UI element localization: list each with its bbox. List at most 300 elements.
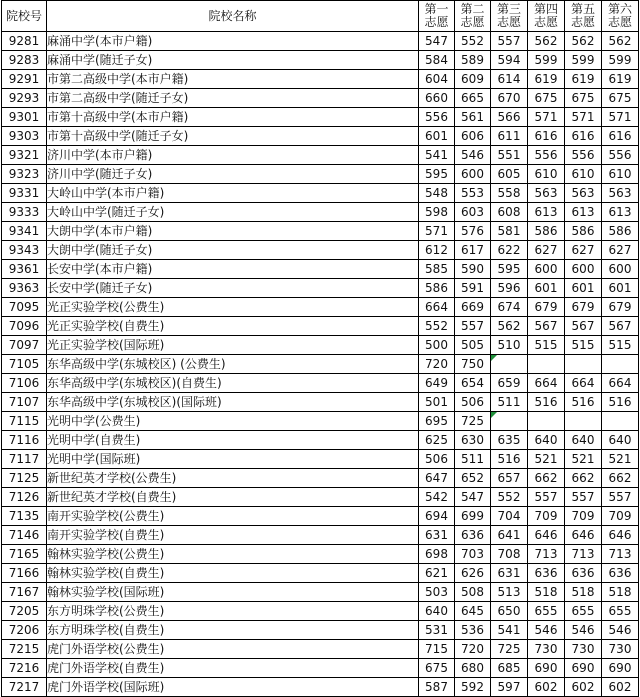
choice-1-score-cell: 715	[419, 640, 455, 659]
choice-3-score-cell: 558	[491, 184, 528, 203]
choice-6-score-cell: 563	[602, 184, 639, 203]
choice-2-score-cell: 505	[455, 336, 491, 355]
choice-3-score-cell: 516	[491, 450, 528, 469]
choice-4-score-cell: 664	[528, 374, 565, 393]
choice-2-score-cell: 553	[455, 184, 491, 203]
choice-4-score-cell: 599	[528, 51, 565, 70]
choice-1-score-cell: 649	[419, 374, 455, 393]
school-name-cell: 长安中学(随迁子女)	[47, 279, 419, 298]
choice-4-score-cell: 562	[528, 32, 565, 51]
choice-1-score-cell: 506	[419, 450, 455, 469]
choice-3-score-cell: 614	[491, 70, 528, 89]
school-name-cell: 光正实验学校(公费生)	[47, 298, 419, 317]
choice-4-score-cell	[528, 355, 565, 374]
table-row	[2, 108, 639, 127]
choice-3-score-cell: 635	[491, 431, 528, 450]
choice-6-score-cell: 599	[602, 51, 639, 70]
choice-2-score-cell: 511	[455, 450, 491, 469]
table-row	[2, 89, 639, 108]
school-code-cell: 7107	[2, 393, 47, 412]
school-code-cell: 7206	[2, 621, 47, 640]
choice-4-score-cell: 600	[528, 260, 565, 279]
school-name-cell: 光明中学(公费生)	[47, 412, 419, 431]
school-code-cell: 7125	[2, 469, 47, 488]
header-school-name: 院校名称	[47, 1, 419, 32]
choice-2-score-cell: 561	[455, 108, 491, 127]
header-row	[2, 1, 639, 32]
choice-1-score-cell: 698	[419, 545, 455, 564]
choice-5-score-cell: 602	[565, 678, 602, 697]
table-row	[2, 51, 639, 70]
choice-4-score-cell: 518	[528, 583, 565, 602]
choice-5-score-cell: 613	[565, 203, 602, 222]
choice-6-score-cell: 636	[602, 564, 639, 583]
choice-3-score-cell: 708	[491, 545, 528, 564]
choice-2-score-cell: 725	[455, 412, 491, 431]
choice-1-score-cell: 586	[419, 279, 455, 298]
choice-1-score-cell: 584	[419, 51, 455, 70]
school-name-cell: 市第二高级中学(随迁子女)	[47, 89, 419, 108]
table-row	[2, 146, 639, 165]
choice-6-score-cell: 600	[602, 260, 639, 279]
school-name-cell: 东华高级中学(东城校区)(国际班)	[47, 393, 419, 412]
table-row	[2, 412, 639, 431]
choice-2-score-cell: 720	[455, 640, 491, 659]
choice-1-score-cell: 601	[419, 127, 455, 146]
table-row	[2, 393, 639, 412]
table-row	[2, 165, 639, 184]
choice-2-score-cell: 665	[455, 89, 491, 108]
choice-5-score-cell: 610	[565, 165, 602, 184]
table-row	[2, 70, 639, 89]
choice-1-score-cell: 547	[419, 32, 455, 51]
choice-1-score-cell: 501	[419, 393, 455, 412]
choice-3-score-cell: 510	[491, 336, 528, 355]
school-code-cell: 9303	[2, 127, 47, 146]
choice-1-score-cell: 541	[419, 146, 455, 165]
school-name-cell: 市第十高级中学(本市户籍)	[47, 108, 419, 127]
choice-6-score-cell: 709	[602, 507, 639, 526]
choice-2-score-cell: 546	[455, 146, 491, 165]
school-code-cell: 7165	[2, 545, 47, 564]
choice-1-score-cell: 647	[419, 469, 455, 488]
school-code-cell: 7117	[2, 450, 47, 469]
school-name-cell: 长安中学(本市户籍)	[47, 260, 419, 279]
school-name-cell: 大岭山中学(本市户籍)	[47, 184, 419, 203]
choice-5-score-cell: 600	[565, 260, 602, 279]
table-row	[2, 678, 639, 697]
choice-6-score-cell: 557	[602, 488, 639, 507]
choice-1-score-cell: 640	[419, 602, 455, 621]
table-row	[2, 602, 639, 621]
school-name-cell: 市第十高级中学(随迁子女)	[47, 127, 419, 146]
choice-6-score-cell: 664	[602, 374, 639, 393]
choice-5-score-cell: 627	[565, 241, 602, 260]
choice-3-score-cell: 552	[491, 488, 528, 507]
choice-4-score-cell: 655	[528, 602, 565, 621]
choice-6-score-cell: 616	[602, 127, 639, 146]
choice-5-score-cell: 640	[565, 431, 602, 450]
school-code-cell: 7167	[2, 583, 47, 602]
choice-6-score-cell: 713	[602, 545, 639, 564]
choice-3-score-cell	[491, 355, 528, 374]
choice-6-score-cell: 613	[602, 203, 639, 222]
school-name-cell: 虎门外语学校(国际班)	[47, 678, 419, 697]
school-code-cell: 9301	[2, 108, 47, 127]
table-row	[2, 640, 639, 659]
school-code-cell: 9291	[2, 70, 47, 89]
choice-5-score-cell: 521	[565, 450, 602, 469]
choice-6-score-cell: 655	[602, 602, 639, 621]
choice-4-score-cell: 619	[528, 70, 565, 89]
choice-5-score-cell: 556	[565, 146, 602, 165]
school-code-cell: 7146	[2, 526, 47, 545]
choice-1-score-cell: 598	[419, 203, 455, 222]
choice-5-score-cell: 599	[565, 51, 602, 70]
choice-6-score-cell: 546	[602, 621, 639, 640]
school-name-cell: 大朗中学(本市户籍)	[47, 222, 419, 241]
choice-3-score-cell: 581	[491, 222, 528, 241]
school-code-cell: 7216	[2, 659, 47, 678]
header-choice-2: 第二 志愿	[455, 1, 491, 32]
choice-1-score-cell: 612	[419, 241, 455, 260]
school-code-cell: 7135	[2, 507, 47, 526]
choice-5-score-cell: 546	[565, 621, 602, 640]
choice-5-score-cell: 563	[565, 184, 602, 203]
choice-6-score-cell: 562	[602, 32, 639, 51]
table-row	[2, 317, 639, 336]
choice-2-score-cell: 609	[455, 70, 491, 89]
choice-2-score-cell: 652	[455, 469, 491, 488]
choice-2-score-cell: 750	[455, 355, 491, 374]
choice-3-score-cell: 557	[491, 32, 528, 51]
school-name-cell: 南开实验学校(公费生)	[47, 507, 419, 526]
choice-4-score-cell: 709	[528, 507, 565, 526]
choice-6-score-cell: 518	[602, 583, 639, 602]
choice-3-score-cell: 566	[491, 108, 528, 127]
table-row	[2, 526, 639, 545]
school-name-cell: 新世纪英才学校(自费生)	[47, 488, 419, 507]
choice-4-score-cell: 557	[528, 488, 565, 507]
choice-1-score-cell: 571	[419, 222, 455, 241]
choice-3-score-cell: 608	[491, 203, 528, 222]
school-code-cell: 7166	[2, 564, 47, 583]
school-name-cell: 东华高级中学(东城校区)(自费生)	[47, 374, 419, 393]
choice-2-score-cell: 590	[455, 260, 491, 279]
choice-4-score-cell: 601	[528, 279, 565, 298]
choice-2-score-cell: 589	[455, 51, 491, 70]
school-name-cell: 济川中学(本市户籍)	[47, 146, 419, 165]
choice-5-score-cell: 662	[565, 469, 602, 488]
choice-4-score-cell: 616	[528, 127, 565, 146]
choice-4-score-cell: 556	[528, 146, 565, 165]
choice-4-score-cell: 515	[528, 336, 565, 355]
table-row	[2, 374, 639, 393]
school-name-cell: 光正实验学校(自费生)	[47, 317, 419, 336]
table-row	[2, 241, 639, 260]
admission-score-table	[1, 0, 639, 697]
table-row	[2, 564, 639, 583]
table-row	[2, 260, 639, 279]
choice-3-score-cell: 657	[491, 469, 528, 488]
choice-4-score-cell: 713	[528, 545, 565, 564]
school-name-cell: 光明中学(国际班)	[47, 450, 419, 469]
choice-4-score-cell: 516	[528, 393, 565, 412]
choice-4-score-cell: 627	[528, 241, 565, 260]
choice-6-score-cell: 627	[602, 241, 639, 260]
choice-6-score-cell: 675	[602, 89, 639, 108]
choice-1-score-cell: 625	[419, 431, 455, 450]
choice-1-score-cell: 631	[419, 526, 455, 545]
choice-2-score-cell: 617	[455, 241, 491, 260]
school-name-cell: 济川中学(随迁子女)	[47, 165, 419, 184]
choice-3-score-cell: 597	[491, 678, 528, 697]
school-code-cell: 9343	[2, 241, 47, 260]
choice-3-score-cell: 685	[491, 659, 528, 678]
choice-6-score-cell: 516	[602, 393, 639, 412]
school-code-cell: 7095	[2, 298, 47, 317]
choice-5-score-cell: 619	[565, 70, 602, 89]
choice-3-score-cell: 513	[491, 583, 528, 602]
choice-6-score-cell	[602, 412, 639, 431]
school-name-cell: 大岭山中学(随迁子女)	[47, 203, 419, 222]
choice-5-score-cell: 557	[565, 488, 602, 507]
choice-2-score-cell: 654	[455, 374, 491, 393]
choice-2-score-cell: 547	[455, 488, 491, 507]
choice-4-score-cell: 613	[528, 203, 565, 222]
choice-5-score-cell: 562	[565, 32, 602, 51]
choice-5-score-cell: 515	[565, 336, 602, 355]
choice-4-score-cell: 602	[528, 678, 565, 697]
choice-5-score-cell: 586	[565, 222, 602, 241]
choice-3-score-cell: 562	[491, 317, 528, 336]
choice-3-score-cell: 659	[491, 374, 528, 393]
school-code-cell: 7205	[2, 602, 47, 621]
choice-4-score-cell: 563	[528, 184, 565, 203]
school-code-cell: 7097	[2, 336, 47, 355]
school-code-cell: 7126	[2, 488, 47, 507]
choice-6-score-cell: 567	[602, 317, 639, 336]
choice-2-score-cell: 591	[455, 279, 491, 298]
choice-4-score-cell: 640	[528, 431, 565, 450]
choice-6-score-cell: 619	[602, 70, 639, 89]
school-name-cell: 市第二高级中学(本市户籍)	[47, 70, 419, 89]
header-choice-1: 第一 志愿	[419, 1, 455, 32]
choice-4-score-cell: 567	[528, 317, 565, 336]
choice-3-score-cell: 595	[491, 260, 528, 279]
choice-2-score-cell: 603	[455, 203, 491, 222]
choice-3-score-cell	[491, 412, 528, 431]
choice-3-score-cell: 541	[491, 621, 528, 640]
choice-2-score-cell: 508	[455, 583, 491, 602]
choice-2-score-cell: 557	[455, 317, 491, 336]
school-name-cell: 南开实验学校(自费生)	[47, 526, 419, 545]
choice-5-score-cell: 601	[565, 279, 602, 298]
choice-4-score-cell: 675	[528, 89, 565, 108]
choice-2-score-cell: 703	[455, 545, 491, 564]
choice-6-score-cell: 610	[602, 165, 639, 184]
choice-6-score-cell: 640	[602, 431, 639, 450]
choice-1-score-cell: 552	[419, 317, 455, 336]
table-row	[2, 583, 639, 602]
choice-1-score-cell: 542	[419, 488, 455, 507]
choice-2-score-cell: 606	[455, 127, 491, 146]
choice-3-score-cell: 594	[491, 51, 528, 70]
table-row	[2, 279, 639, 298]
school-code-cell: 9323	[2, 165, 47, 184]
table-row	[2, 488, 639, 507]
choice-1-score-cell: 604	[419, 70, 455, 89]
school-name-cell: 翰林实验学校(国际班)	[47, 583, 419, 602]
choice-5-score-cell: 567	[565, 317, 602, 336]
choice-4-score-cell: 636	[528, 564, 565, 583]
choice-5-score-cell: 571	[565, 108, 602, 127]
choice-4-score-cell: 662	[528, 469, 565, 488]
school-code-cell: 9333	[2, 203, 47, 222]
choice-4-score-cell: 730	[528, 640, 565, 659]
choice-1-score-cell: 621	[419, 564, 455, 583]
school-code-cell: 9281	[2, 32, 47, 51]
table-row	[2, 336, 639, 355]
choice-2-score-cell: 645	[455, 602, 491, 621]
choice-4-score-cell: 586	[528, 222, 565, 241]
choice-3-score-cell: 622	[491, 241, 528, 260]
choice-1-score-cell: 585	[419, 260, 455, 279]
choice-6-score-cell: 601	[602, 279, 639, 298]
choice-5-score-cell: 636	[565, 564, 602, 583]
choice-6-score-cell: 556	[602, 146, 639, 165]
table-row	[2, 659, 639, 678]
choice-2-score-cell: 592	[455, 678, 491, 697]
choice-1-score-cell: 548	[419, 184, 455, 203]
choice-5-score-cell: 655	[565, 602, 602, 621]
choice-6-score-cell: 586	[602, 222, 639, 241]
choice-6-score-cell: 521	[602, 450, 639, 469]
choice-2-score-cell: 600	[455, 165, 491, 184]
school-code-cell: 9363	[2, 279, 47, 298]
school-name-cell: 翰林实验学校(公费生)	[47, 545, 419, 564]
choice-4-score-cell: 690	[528, 659, 565, 678]
school-code-cell: 9341	[2, 222, 47, 241]
header-choice-6: 第六 志愿	[602, 1, 639, 32]
choice-1-score-cell: 694	[419, 507, 455, 526]
header-choice-4: 第四 志愿	[528, 1, 565, 32]
choice-6-score-cell: 679	[602, 298, 639, 317]
school-code-cell: 9361	[2, 260, 47, 279]
choice-6-score-cell: 730	[602, 640, 639, 659]
choice-2-score-cell: 506	[455, 393, 491, 412]
school-code-cell: 7215	[2, 640, 47, 659]
choice-5-score-cell: 616	[565, 127, 602, 146]
school-code-cell: 7105	[2, 355, 47, 374]
choice-2-score-cell: 536	[455, 621, 491, 640]
school-code-cell: 9321	[2, 146, 47, 165]
choice-5-score-cell: 518	[565, 583, 602, 602]
school-name-cell: 东方明珠学校(自费生)	[47, 621, 419, 640]
school-name-cell: 翰林实验学校(自费生)	[47, 564, 419, 583]
table-row	[2, 621, 639, 640]
choice-1-score-cell: 595	[419, 165, 455, 184]
choice-3-score-cell: 674	[491, 298, 528, 317]
school-name-cell: 东华高级中学(东城校区) (公费生)	[47, 355, 419, 374]
school-name-cell: 麻涌中学(随迁子女)	[47, 51, 419, 70]
choice-1-score-cell: 695	[419, 412, 455, 431]
choice-4-score-cell: 610	[528, 165, 565, 184]
table-row	[2, 469, 639, 488]
school-code-cell: 7106	[2, 374, 47, 393]
table-row	[2, 222, 639, 241]
choice-1-score-cell: 503	[419, 583, 455, 602]
choice-2-score-cell: 552	[455, 32, 491, 51]
choice-6-score-cell: 602	[602, 678, 639, 697]
choice-2-score-cell: 630	[455, 431, 491, 450]
choice-3-score-cell: 551	[491, 146, 528, 165]
school-code-cell: 7217	[2, 678, 47, 697]
table-row	[2, 203, 639, 222]
choice-2-score-cell: 669	[455, 298, 491, 317]
choice-1-score-cell: 720	[419, 355, 455, 374]
table-row	[2, 32, 639, 51]
choice-1-score-cell: 675	[419, 659, 455, 678]
school-name-cell: 虎门外语学校(公费生)	[47, 640, 419, 659]
choice-1-score-cell: 531	[419, 621, 455, 640]
choice-5-score-cell	[565, 412, 602, 431]
choice-5-score-cell: 709	[565, 507, 602, 526]
choice-3-score-cell: 611	[491, 127, 528, 146]
school-name-cell: 大朗中学(随迁子女)	[47, 241, 419, 260]
choice-5-score-cell: 713	[565, 545, 602, 564]
choice-6-score-cell: 515	[602, 336, 639, 355]
choice-2-score-cell: 680	[455, 659, 491, 678]
choice-6-score-cell	[602, 355, 639, 374]
choice-5-score-cell: 516	[565, 393, 602, 412]
choice-1-score-cell: 664	[419, 298, 455, 317]
school-code-cell: 9293	[2, 89, 47, 108]
choice-5-score-cell	[565, 355, 602, 374]
choice-3-score-cell: 704	[491, 507, 528, 526]
table-row	[2, 507, 639, 526]
choice-2-score-cell: 699	[455, 507, 491, 526]
school-name-cell: 光明中学(自费生)	[47, 431, 419, 450]
choice-6-score-cell: 571	[602, 108, 639, 127]
choice-3-score-cell: 650	[491, 602, 528, 621]
choice-4-score-cell: 521	[528, 450, 565, 469]
header-choice-3: 第三 志愿	[491, 1, 528, 32]
table-row	[2, 431, 639, 450]
choice-3-score-cell: 605	[491, 165, 528, 184]
choice-1-score-cell: 556	[419, 108, 455, 127]
school-code-cell: 7096	[2, 317, 47, 336]
choice-6-score-cell: 662	[602, 469, 639, 488]
school-name-cell: 新世纪英才学校(公费生)	[47, 469, 419, 488]
school-code-cell: 7116	[2, 431, 47, 450]
school-code-cell: 7115	[2, 412, 47, 431]
choice-4-score-cell	[528, 412, 565, 431]
choice-3-score-cell: 725	[491, 640, 528, 659]
table-row	[2, 355, 639, 374]
choice-2-score-cell: 626	[455, 564, 491, 583]
choice-5-score-cell: 646	[565, 526, 602, 545]
choice-4-score-cell: 571	[528, 108, 565, 127]
choice-5-score-cell: 664	[565, 374, 602, 393]
choice-5-score-cell: 679	[565, 298, 602, 317]
choice-3-score-cell: 670	[491, 89, 528, 108]
school-name-cell: 东方明珠学校(公费生)	[47, 602, 419, 621]
school-name-cell: 虎门外语学校(自费生)	[47, 659, 419, 678]
choice-6-score-cell: 690	[602, 659, 639, 678]
header-choice-5: 第五 志愿	[565, 1, 602, 32]
table-row	[2, 127, 639, 146]
